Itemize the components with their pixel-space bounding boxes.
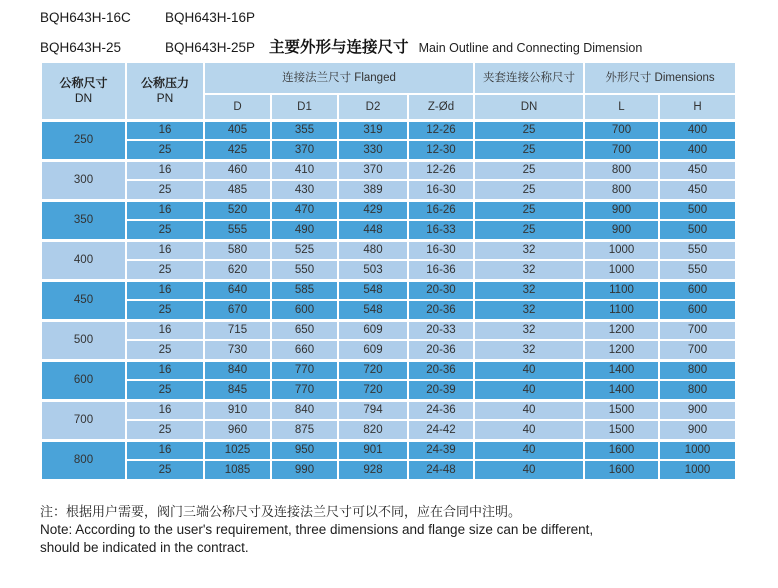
cell-value: 16-33 bbox=[408, 220, 474, 240]
cell-value: 548 bbox=[338, 300, 408, 320]
cell-value: 1100 bbox=[584, 300, 659, 320]
cell-value: 425 bbox=[204, 140, 271, 160]
cell-value: 1025 bbox=[204, 440, 271, 460]
cell-value: 12-30 bbox=[408, 140, 474, 160]
title-line-1 bbox=[40, 10, 255, 25]
header-dn-cn: 公称尺寸 bbox=[59, 76, 108, 91]
cell-value: 950 bbox=[271, 440, 338, 460]
cell-value: 845 bbox=[204, 380, 271, 400]
cell-value: 960 bbox=[204, 420, 271, 440]
cell-value: 16 bbox=[126, 440, 204, 460]
cell-value: 430 bbox=[271, 180, 338, 200]
cell-value: 16-36 bbox=[408, 260, 474, 280]
header-dn bbox=[41, 62, 126, 120]
cell-value: 1085 bbox=[204, 460, 271, 480]
cell-value: 16 bbox=[126, 200, 204, 220]
cell-value: 389 bbox=[338, 180, 408, 200]
cell-value: 16 bbox=[126, 400, 204, 420]
cell-value: 525 bbox=[271, 240, 338, 260]
header-row-1 bbox=[41, 62, 736, 94]
cell-value: 24-48 bbox=[408, 460, 474, 480]
cell-value: 429 bbox=[338, 200, 408, 220]
cell-dn-group: 350 bbox=[41, 200, 126, 240]
cell-value: 600 bbox=[659, 280, 736, 300]
cell-value: 1400 bbox=[584, 380, 659, 400]
cell-value: 490 bbox=[271, 220, 338, 240]
cell-value: 910 bbox=[204, 400, 271, 420]
cell-value: 20-39 bbox=[408, 380, 474, 400]
cell-value: 32 bbox=[474, 260, 584, 280]
cell-value: 1600 bbox=[584, 460, 659, 480]
cell-value: 355 bbox=[271, 120, 338, 140]
cell-value: 40 bbox=[474, 420, 584, 440]
table-row bbox=[41, 440, 736, 460]
header-pn-sub: PN bbox=[156, 91, 174, 106]
cell-value: 900 bbox=[584, 200, 659, 220]
model-name-16p: BQH643H-16P bbox=[165, 10, 256, 25]
cell-value: 16 bbox=[126, 280, 204, 300]
cell-value: 548 bbox=[338, 280, 408, 300]
cell-value: 900 bbox=[659, 400, 736, 420]
table-row bbox=[41, 340, 736, 360]
cell-value: 16-30 bbox=[408, 240, 474, 260]
cell-value: 770 bbox=[271, 360, 338, 380]
cell-dn-group: 600 bbox=[41, 360, 126, 400]
cell-value: 720 bbox=[338, 380, 408, 400]
cell-dn-group: 500 bbox=[41, 320, 126, 360]
table-row bbox=[41, 400, 736, 420]
cell-value: 25 bbox=[474, 200, 584, 220]
cell-value: 1200 bbox=[584, 340, 659, 360]
note-english-line1: Note: According to the user's requirement, three dimensions and flange size can be different, bbox=[40, 522, 594, 537]
cell-value: 460 bbox=[204, 160, 271, 180]
header-col-d2: D2 bbox=[338, 94, 408, 120]
cell-value: 25 bbox=[126, 180, 204, 200]
cell-value: 25 bbox=[126, 380, 204, 400]
cell-value: 450 bbox=[659, 180, 736, 200]
cell-value: 20-33 bbox=[408, 320, 474, 340]
table-row bbox=[41, 220, 736, 240]
cell-value: 550 bbox=[659, 240, 736, 260]
cell-value: 25 bbox=[474, 140, 584, 160]
cell-value: 730 bbox=[204, 340, 271, 360]
cell-value: 330 bbox=[338, 140, 408, 160]
header-col-h: H bbox=[659, 94, 736, 120]
cell-value: 1000 bbox=[659, 440, 736, 460]
note-chinese: 注：根据用户需要，阀门三端公称尺寸及连接法兰尺寸可以不同，应在合同中注明。 bbox=[40, 504, 522, 519]
cell-value: 40 bbox=[474, 360, 584, 380]
header-dimensions: 外形尺寸 Dimensions bbox=[584, 62, 736, 94]
cell-value: 448 bbox=[338, 220, 408, 240]
cell-value: 800 bbox=[659, 380, 736, 400]
cell-value: 840 bbox=[271, 400, 338, 420]
header-pn-cn: 公称压力 bbox=[140, 76, 189, 91]
cell-value: 520 bbox=[204, 200, 271, 220]
table-row bbox=[41, 280, 736, 300]
note-english-line2: should be indicated in the contract. bbox=[40, 540, 249, 555]
page-title-en: Main Outline and Connecting Dimension bbox=[418, 41, 643, 55]
cell-value: 400 bbox=[659, 140, 736, 160]
header-col-d: D bbox=[204, 94, 271, 120]
cell-value: 700 bbox=[659, 340, 736, 360]
table-row bbox=[41, 180, 736, 200]
cell-value: 405 bbox=[204, 120, 271, 140]
cell-value: 500 bbox=[659, 220, 736, 240]
table-row bbox=[41, 380, 736, 400]
table-row bbox=[41, 140, 736, 160]
table-header bbox=[41, 62, 736, 120]
cell-value: 660 bbox=[271, 340, 338, 360]
table-row bbox=[41, 460, 736, 480]
cell-value: 400 bbox=[659, 120, 736, 140]
header-col-jacket-dn: DN bbox=[474, 94, 584, 120]
dimension-table bbox=[40, 61, 737, 481]
cell-value: 580 bbox=[204, 240, 271, 260]
cell-value: 900 bbox=[659, 420, 736, 440]
cell-value: 40 bbox=[474, 400, 584, 420]
cell-value: 16 bbox=[126, 160, 204, 180]
cell-value: 600 bbox=[271, 300, 338, 320]
header-jacket: 夹套连接公称尺寸 bbox=[474, 62, 584, 94]
cell-value: 485 bbox=[204, 180, 271, 200]
table-row bbox=[41, 200, 736, 220]
cell-value: 1500 bbox=[584, 420, 659, 440]
title-line-2 bbox=[40, 35, 642, 57]
cell-value: 32 bbox=[474, 320, 584, 340]
cell-value: 25 bbox=[126, 340, 204, 360]
table-row bbox=[41, 260, 736, 280]
cell-value: 32 bbox=[474, 240, 584, 260]
table-body bbox=[41, 120, 736, 480]
cell-value: 500 bbox=[659, 200, 736, 220]
cell-value: 16 bbox=[126, 120, 204, 140]
cell-value: 12-26 bbox=[408, 160, 474, 180]
cell-value: 370 bbox=[271, 140, 338, 160]
cell-value: 20-36 bbox=[408, 340, 474, 360]
cell-value: 24-36 bbox=[408, 400, 474, 420]
cell-value: 24-42 bbox=[408, 420, 474, 440]
cell-value: 770 bbox=[271, 380, 338, 400]
table-row bbox=[41, 360, 736, 380]
cell-value: 25 bbox=[126, 300, 204, 320]
cell-value: 1200 bbox=[584, 320, 659, 340]
cell-value: 470 bbox=[271, 200, 338, 220]
cell-value: 25 bbox=[126, 260, 204, 280]
cell-value: 319 bbox=[338, 120, 408, 140]
header-flanged: 连接法兰尺寸 Flanged bbox=[204, 62, 474, 94]
cell-value: 20-30 bbox=[408, 280, 474, 300]
cell-value: 1400 bbox=[584, 360, 659, 380]
cell-value: 794 bbox=[338, 400, 408, 420]
cell-value: 820 bbox=[338, 420, 408, 440]
cell-value: 609 bbox=[338, 340, 408, 360]
cell-value: 1600 bbox=[584, 440, 659, 460]
cell-value: 32 bbox=[474, 340, 584, 360]
table-row bbox=[41, 240, 736, 260]
cell-value: 875 bbox=[271, 420, 338, 440]
cell-dn-group: 400 bbox=[41, 240, 126, 280]
cell-value: 503 bbox=[338, 260, 408, 280]
cell-value: 585 bbox=[271, 280, 338, 300]
cell-value: 650 bbox=[271, 320, 338, 340]
model-name-16c: BQH643H-16C bbox=[40, 10, 131, 25]
cell-value: 550 bbox=[271, 260, 338, 280]
cell-value: 370 bbox=[338, 160, 408, 180]
cell-value: 700 bbox=[584, 120, 659, 140]
cell-value: 12-26 bbox=[408, 120, 474, 140]
cell-value: 1000 bbox=[659, 460, 736, 480]
header-col-l: L bbox=[584, 94, 659, 120]
cell-value: 800 bbox=[584, 180, 659, 200]
cell-value: 25 bbox=[126, 140, 204, 160]
cell-value: 928 bbox=[338, 460, 408, 480]
cell-value: 670 bbox=[204, 300, 271, 320]
cell-value: 40 bbox=[474, 460, 584, 480]
cell-value: 700 bbox=[584, 140, 659, 160]
cell-value: 1000 bbox=[584, 240, 659, 260]
cell-value: 555 bbox=[204, 220, 271, 240]
cell-value: 715 bbox=[204, 320, 271, 340]
cell-value: 20-36 bbox=[408, 360, 474, 380]
cell-value: 800 bbox=[584, 160, 659, 180]
table-row bbox=[41, 120, 736, 140]
cell-value: 40 bbox=[474, 380, 584, 400]
cell-value: 16 bbox=[126, 240, 204, 260]
cell-value: 550 bbox=[659, 260, 736, 280]
cell-value: 32 bbox=[474, 300, 584, 320]
cell-value: 620 bbox=[204, 260, 271, 280]
cell-value: 900 bbox=[584, 220, 659, 240]
model-name-25: BQH643H-25 bbox=[40, 40, 122, 55]
cell-value: 25 bbox=[474, 120, 584, 140]
table-row bbox=[41, 160, 736, 180]
header-pn bbox=[126, 62, 204, 120]
cell-value: 1500 bbox=[584, 400, 659, 420]
cell-value: 24-39 bbox=[408, 440, 474, 460]
cell-value: 40 bbox=[474, 440, 584, 460]
cell-value: 1100 bbox=[584, 280, 659, 300]
cell-dn-group: 450 bbox=[41, 280, 126, 320]
cell-dn-group: 250 bbox=[41, 120, 126, 160]
cell-value: 700 bbox=[659, 320, 736, 340]
cell-value: 720 bbox=[338, 360, 408, 380]
cell-dn-group: 700 bbox=[41, 400, 126, 440]
header-col-d1: D1 bbox=[271, 94, 338, 120]
cell-value: 16 bbox=[126, 320, 204, 340]
footnotes bbox=[40, 502, 593, 557]
cell-value: 16 bbox=[126, 360, 204, 380]
table-row bbox=[41, 420, 736, 440]
cell-value: 410 bbox=[271, 160, 338, 180]
cell-value: 640 bbox=[204, 280, 271, 300]
cell-value: 25 bbox=[474, 220, 584, 240]
cell-value: 25 bbox=[474, 180, 584, 200]
cell-value: 25 bbox=[126, 460, 204, 480]
cell-value: 480 bbox=[338, 240, 408, 260]
cell-value: 20-36 bbox=[408, 300, 474, 320]
cell-value: 800 bbox=[659, 360, 736, 380]
cell-dn-group: 800 bbox=[41, 440, 126, 480]
model-name-25p: BQH643H-25P bbox=[165, 40, 256, 55]
cell-value: 840 bbox=[204, 360, 271, 380]
cell-value: 990 bbox=[271, 460, 338, 480]
cell-value: 25 bbox=[474, 160, 584, 180]
cell-value: 450 bbox=[659, 160, 736, 180]
cell-value: 32 bbox=[474, 280, 584, 300]
cell-value: 25 bbox=[126, 220, 204, 240]
cell-value: 25 bbox=[126, 420, 204, 440]
header-dn-sub: DN bbox=[74, 91, 93, 106]
cell-dn-group: 300 bbox=[41, 160, 126, 200]
header-col-zod: Z-Ød bbox=[408, 94, 474, 120]
cell-value: 609 bbox=[338, 320, 408, 340]
table-row bbox=[41, 300, 736, 320]
cell-value: 16-30 bbox=[408, 180, 474, 200]
page-title-cn: 主要外形与连接尺寸 bbox=[269, 39, 409, 56]
cell-value: 16-26 bbox=[408, 200, 474, 220]
cell-value: 1000 bbox=[584, 260, 659, 280]
table-row bbox=[41, 320, 736, 340]
cell-value: 600 bbox=[659, 300, 736, 320]
cell-value: 901 bbox=[338, 440, 408, 460]
